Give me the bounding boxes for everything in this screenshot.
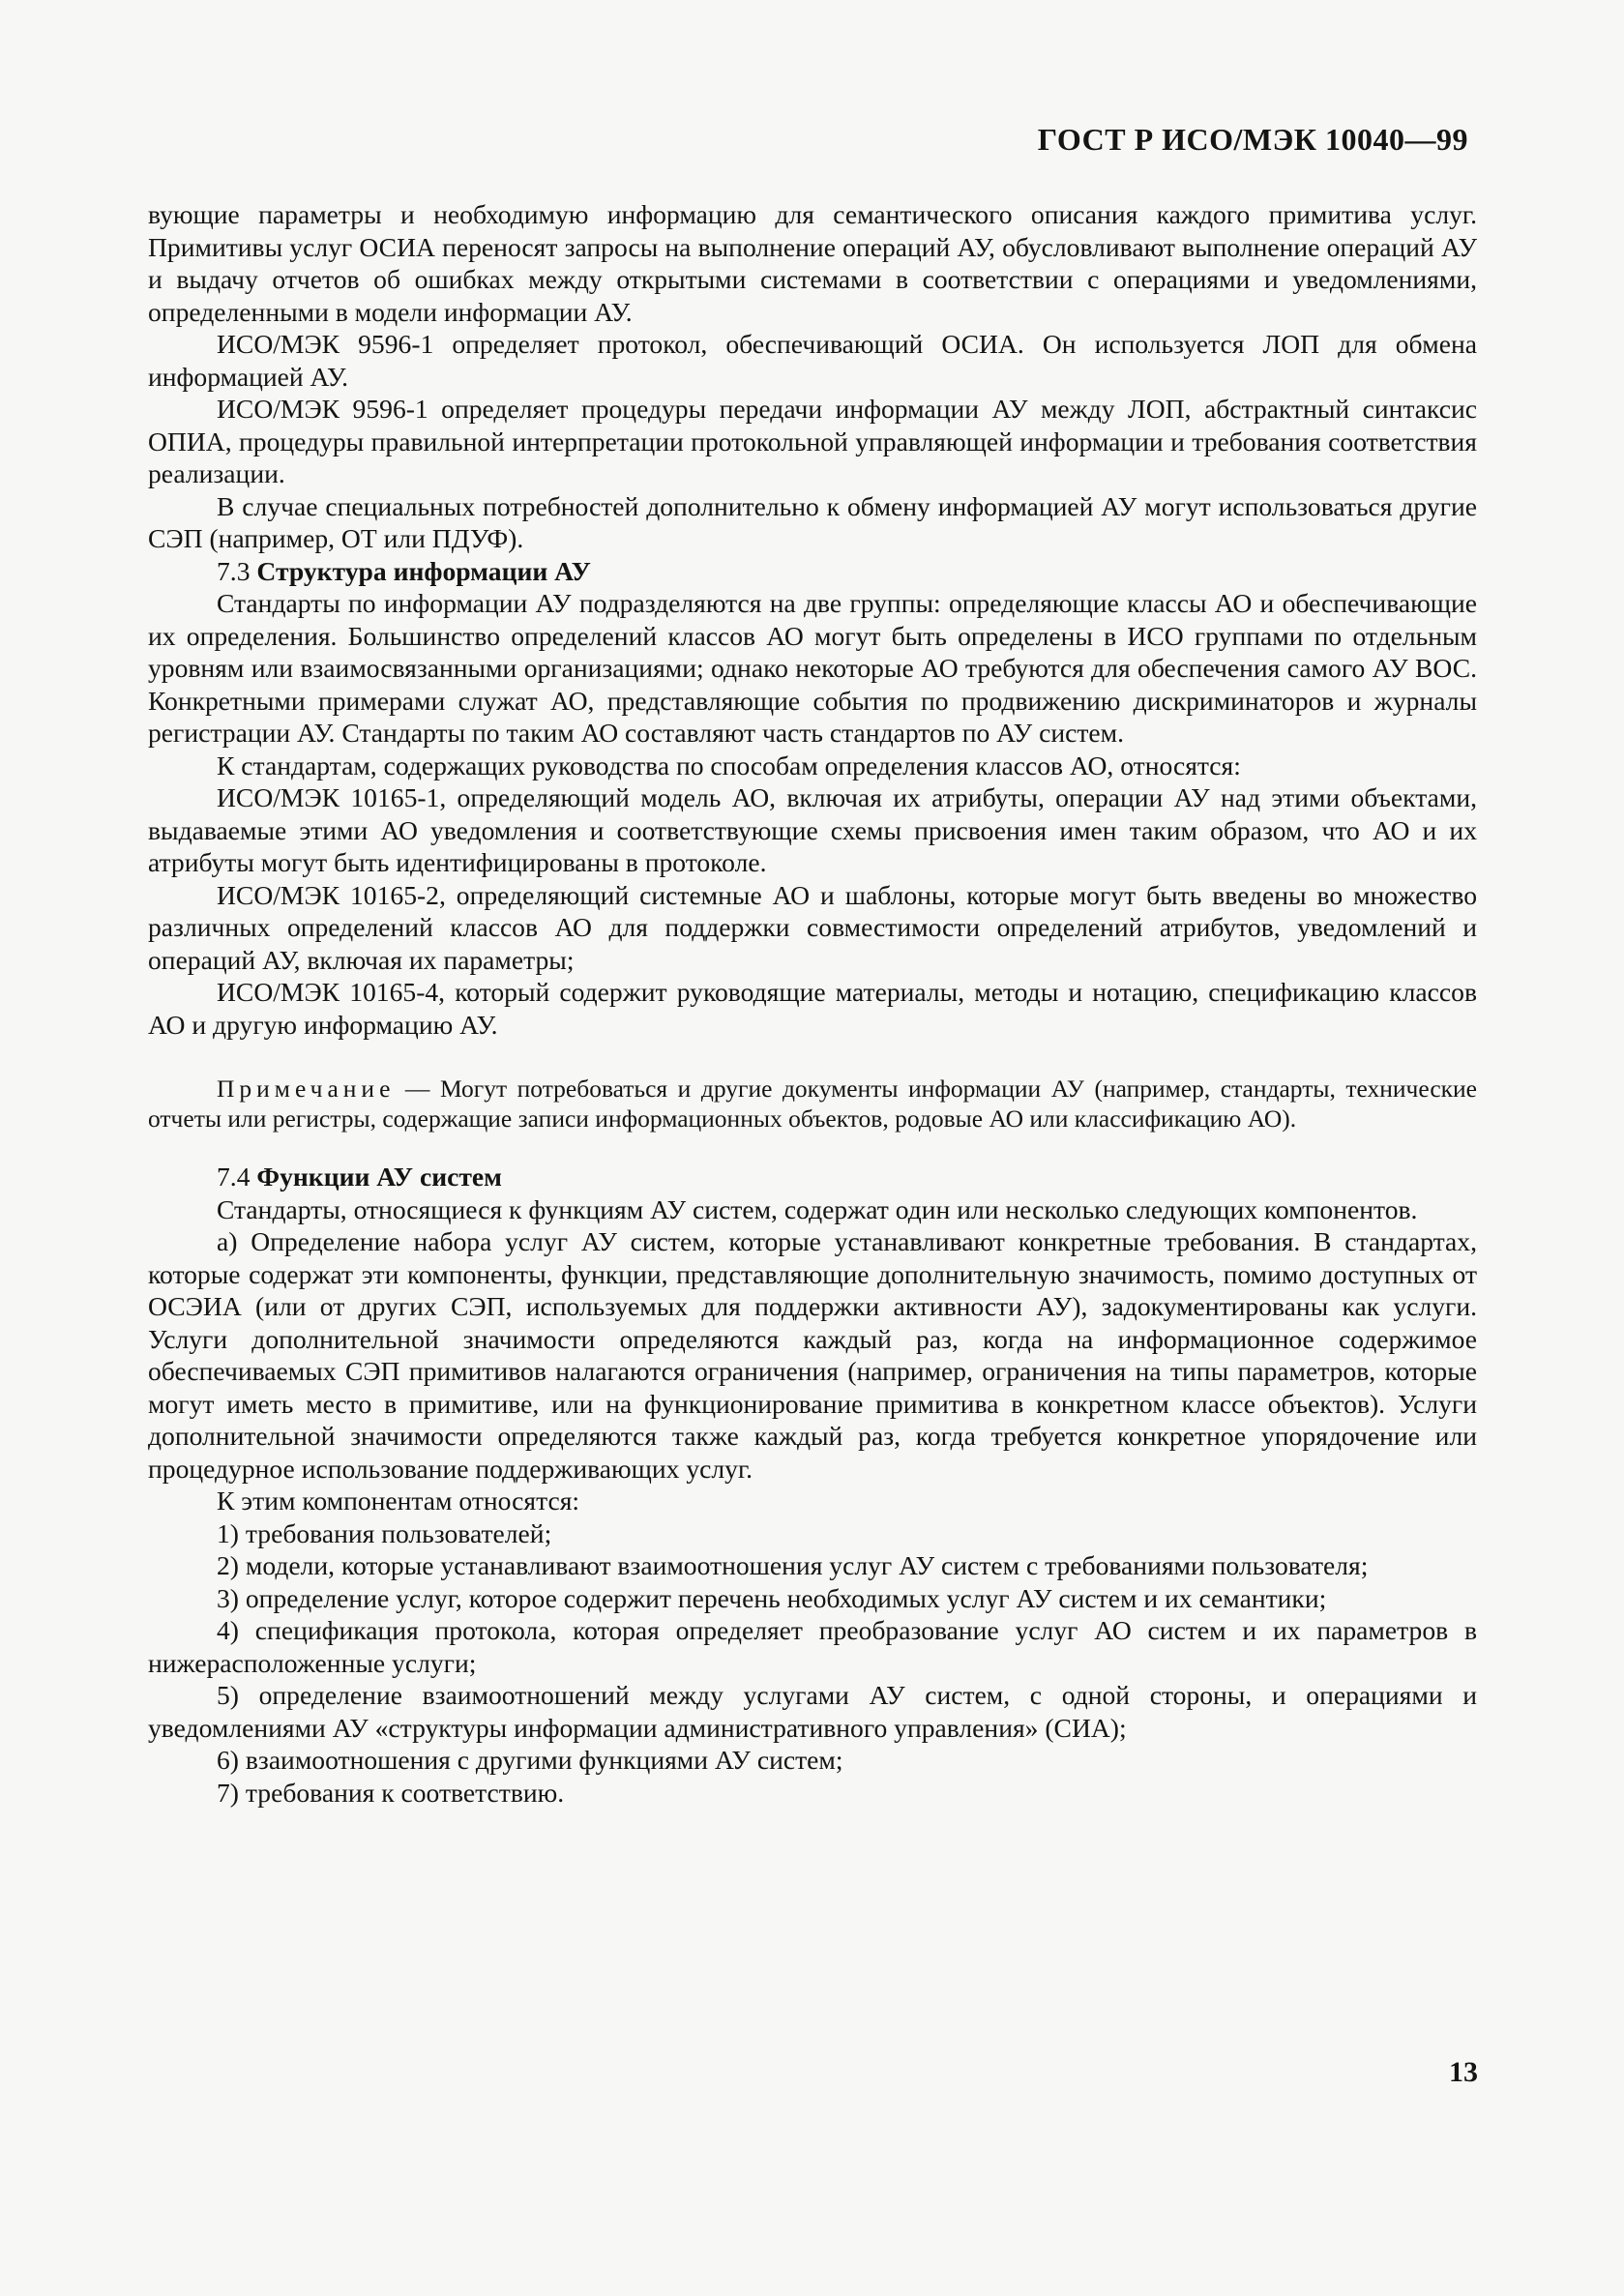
paragraph: ИСО/МЭК 9596-1 определяет протокол, обеспечивающий ОСИА. Он используется ЛОП для обмена информацией АУ. (148, 329, 1477, 392)
paragraph: Стандарты, относящиеся к функциям АУ систем, содержат один или несколько следующих компонентов. (217, 1193, 1418, 1224)
paragraph: ИСО/МЭК 10165-4, который содержит руководящие материалы, методы и нотацию, спецификацию классов АО и другую информацию АУ. (148, 977, 1477, 1040)
paragraph: Стандарты по информации АУ подразделяются на две группы: определяющие классы АО и обеспечивающие их определения. Большинство определений классов АО могут быть определены в ИСО группами по отдельным уровням или взаимосвязанными организациями; однако некоторые АО требуются для обеспечения самого АУ ВОС. Конкретными примерами служат АО, представляющие события по продвижению дискриминаторов и журналы регистрации АУ. Стандарты по таким АО составляют часть стандартов по АУ систем. (148, 588, 1477, 748)
section-number: 7.4 (217, 1162, 251, 1192)
section-number: 7.3 (217, 555, 251, 586)
paragraph: В случае специальных потребностей дополнительно к обмену информацией АУ могут использоваться другие СЭП (например, ОТ или ПДУФ). (148, 490, 1477, 553)
list-item: 7) требования к соответствию. (217, 1777, 565, 1808)
list-item: 6) взаимоотношения с другими функциями АУ систем; (217, 1745, 843, 1775)
note-label: Примечание (217, 1074, 396, 1103)
list-item: 5) определение взаимоотношений между услугами АУ систем, с одной стороны, и операциями и уведомлениями АУ «структуры информации административного управления» (СИА); (148, 1680, 1477, 1743)
paragraph: ИСО/МЭК 10165-1, определяющий модель АО, включая их атрибуты, операции АУ над этими объектами, выдаваемые этими АО уведомления и соответствующие схемы присвоения имен таким образом, что АО и их атрибуты могут быть идентифицированы в протоколе. (148, 782, 1477, 877)
list-item: 1) требования пользователей; (217, 1517, 552, 1548)
paragraph: К этим компонентам относятся: (217, 1486, 580, 1516)
section-title: Функции АУ систем (256, 1162, 502, 1192)
section-heading-7-3 (148, 555, 1477, 588)
paragraph: вующие параметры и необходимую информацию для семантического описания каждого примитива услуг. Примитивы услуг ОСИА переносят запросы на выполнение операций АУ, обусловливают выполнение операций АУ и выдачу отчетов об ошибках между открытыми системами в соответствии с операциями и уведомлениями, определенными в модели информации АУ. (148, 199, 1477, 327)
note (148, 1074, 1477, 1133)
section-heading-7-4 (148, 1161, 1477, 1193)
paragraph: а) Определение набора услуг АУ систем, которые устанавливают конкретные требования. В стандартах, которые содержат эти компоненты, функции, представляющие дополнительную значимость, помимо доступных от ОСЭИА (или от других СЭП, используемых для поддержки активности АУ), задокументированы как услуги. Услуги дополнительной значимости определяются каждый раз, когда на информационное содержимое обеспечиваемых СЭП примитивов налагаются ограничения (например, ограничения на типы параметров, которые могут иметь место в примитиве, или на функционирование примитива в конкретном классе объектов). Услуги дополнительной значимости определяются также каждый раз, когда требуется конкретное упорядочение или процедурное использование поддерживающих услуг. (148, 1226, 1477, 1484)
list-item: 2) модели, которые устанавливают взаимоотношения услуг АУ систем с требованиями пользователя; (217, 1550, 1369, 1580)
list-item: 3) определение услуг, которое содержит перечень необходимых услуг АУ систем и их семантики; (217, 1582, 1327, 1613)
paragraph: ИСО/МЭК 9596-1 определяет процедуры передачи информации АУ между ЛОП, абстрактный синтаксис ОПИА, процедуры правильной интерпретации протокольной управляющей информации и требования соответствия реализации. (148, 394, 1477, 488)
paragraph: К стандартам, содержащих руководства по способам определения классов АО, относятся: (217, 750, 1241, 780)
page-number: 13 (1449, 2056, 1478, 2088)
note-text: — Могут потребоваться и другие документы информации АУ (например, стандарты, технические отчеты или регистры, содержащие записи информационных объектов, родовые АО или классификацию АО). (148, 1074, 1477, 1133)
section-title: Структура информации АУ (256, 555, 591, 586)
page-body (148, 198, 1477, 1809)
list-item: 4) спецификация протокола, которая определяет преобразование услуг АО систем и их параметров в нижерасположенные услуги; (148, 1615, 1477, 1678)
document-code: ГОСТ Р ИСО/МЭК 10040—99 (1037, 122, 1468, 157)
paragraph: ИСО/МЭК 10165-2, определяющий системные АО и шаблоны, которые могут быть введены во множество различных определений классов АО для поддержки совместимости определений атрибутов, уведомлений и операций АУ, включая их параметры; (148, 879, 1477, 975)
